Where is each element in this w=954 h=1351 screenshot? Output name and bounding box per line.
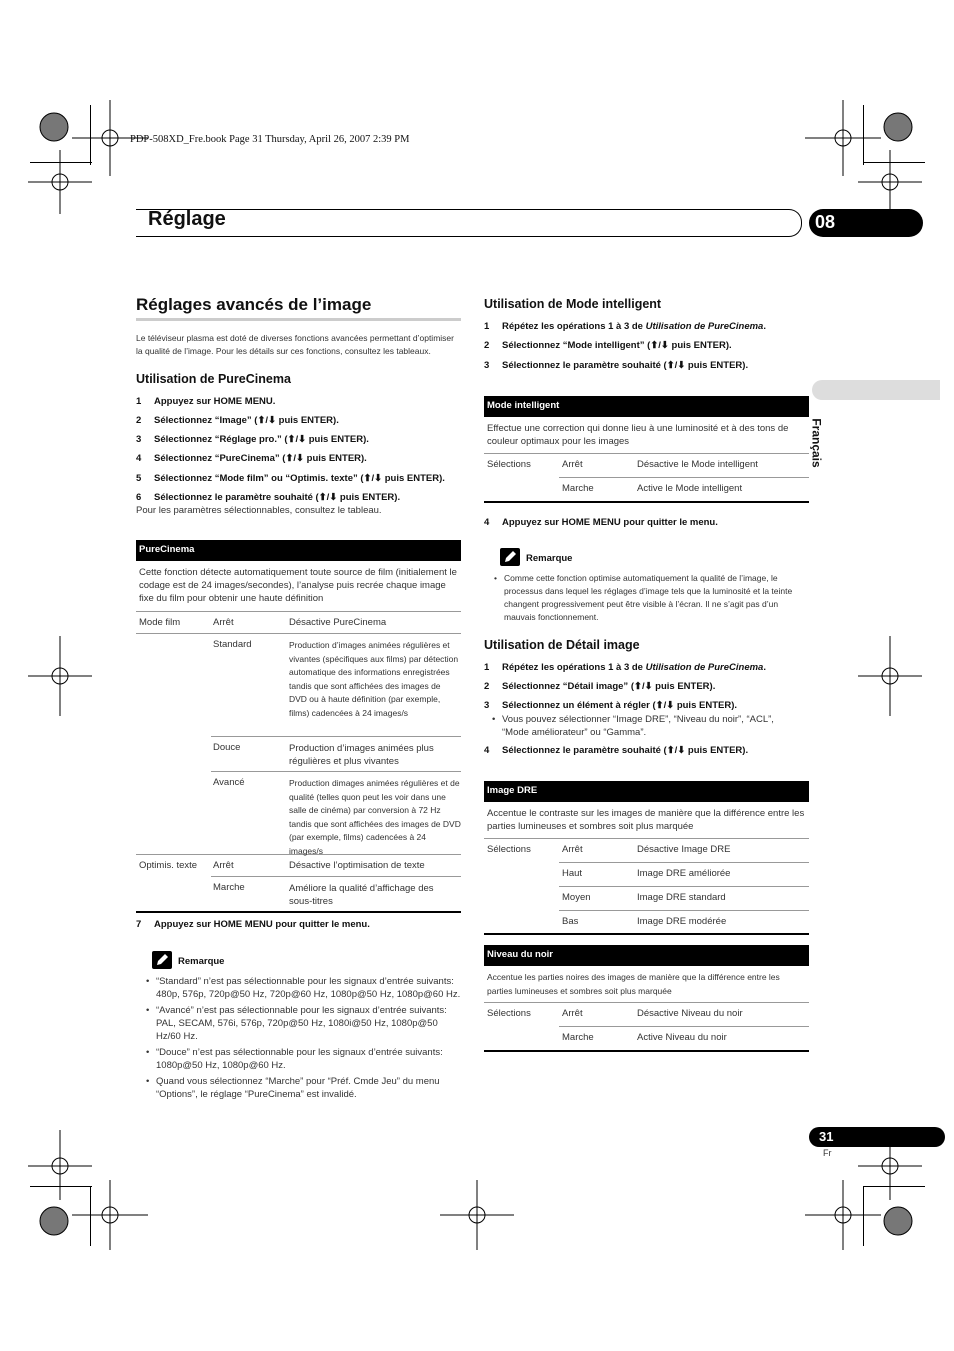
detail-step-4: 4 Sélectionnez le paramètre souhaité (⬆/⬇ puis ENTER). [484, 745, 749, 756]
detail-heading: Utilisation de Détail image [484, 638, 640, 652]
step-3: 3 Sélectionnez “Réglage pro.” (⬆/⬇ puis ENTER). [136, 434, 369, 445]
table-title: Mode intelligent [484, 396, 809, 417]
mode-step-2: 2 Sélectionnez “Mode intelligent” (⬆/⬇ puis ENTER). [484, 340, 732, 351]
table-row: Mode film Arrêt Désactive PureCinema [136, 612, 461, 634]
detail-step-3: 3 Sélectionnez un élément à régler (⬆/⬇ puis ENTER). [484, 700, 737, 711]
page-number-badge [809, 1127, 945, 1147]
mode-step-1: 1 Répétez les opérations 1 à 3 de Utilisation de PureCinema. [484, 321, 766, 332]
table-description: Accentue les parties noires des images de manière que la différence entre les parties lumineuses et sombres soit plus marquée [484, 966, 809, 1003]
table-row: Marche Active le Mode intelligent [484, 478, 809, 503]
step-5: 5 Sélectionnez “Mode film” ou “Optimis. texte” (⬆/⬇ puis ENTER). [136, 473, 445, 484]
purecinema-table [136, 540, 461, 913]
note-label: Remarque [178, 956, 225, 967]
section-header-bar [136, 209, 802, 237]
table-description: Accentue le contraste sur les images de manière que la différence entre les parties lumineuses et sombres soit plus marquée [484, 802, 809, 839]
language-label: Français [809, 418, 824, 468]
step-1: 1 Appuyez sur HOME MENU. [136, 396, 276, 407]
table-row: Bas Image DRE modérée [484, 911, 809, 935]
heading-rule [136, 318, 461, 321]
main-heading: Réglages avancés de l’image [136, 295, 372, 314]
detail-step-1: 1 Répétez les opérations 1 à 3 de Utilisation de PureCinema. [484, 662, 766, 673]
step-4: 4 Sélectionnez “PureCinema” (⬆/⬇ puis ENTER). [136, 453, 367, 464]
list-item: • “Avancé” n’est pas sélectionnable pour les signaux d’entrée suivants: PAL, SECAM, 576i, 576p, 720p@50 Hz, 1080i@50 Hz, 1080p@50 Hz/60 Hz. [146, 1004, 464, 1043]
table-row: Marche Active Niveau du noir [484, 1027, 809, 1052]
table-row: Optimis. texte Arrêt Désactive l’optimisation de texte [139, 860, 425, 871]
table-title: Image DRE [484, 781, 809, 802]
table-title: Niveau du noir [484, 945, 809, 966]
table-row: Moyen Image DRE standard [562, 892, 726, 903]
note-label: Remarque [526, 553, 573, 564]
notes-list [146, 975, 464, 1104]
chapter-number: 08 [815, 212, 836, 232]
table-description: Cette fonction détecte automatiquement toute source de film (initialement le codage est de 24 images/secondes), l’analyse puis recrée chaque image fixe du film pour obtenir une haute définition [136, 561, 461, 612]
table-row: Sélections Arrêt Désactive Niveau du noir [487, 1008, 743, 1019]
list-item: • Quand vous sélectionnez “Marche” pour “Préf. Cmde Jeu” du menu “Options”, le réglage “PureCinema” est invalidé. [146, 1075, 464, 1101]
table-row: Haut Image DRE améliorée [562, 868, 731, 879]
step-7: 7 Appuyez sur HOME MENU pour quitter le menu. [136, 919, 370, 930]
list-item: • “Standard” n’est pas sélectionnable pour les signaux d’entrée suivants: 480p, 576p, 720p@50 Hz, 720p@60 Hz, 1080p@50 Hz, 1080p@60 Hz. [146, 975, 464, 1001]
note-icon [152, 951, 172, 969]
table-row: Douce Production d’images animées plus régulières et plus vivantes [213, 742, 434, 767]
purecinema-heading: Utilisation de PureCinema [136, 372, 291, 386]
list-item: • “Douce” n’est pas sélectionnable pour les signaux d’entrée suivants: 1080p@50 Hz, 1080p@60 Hz. [146, 1046, 464, 1072]
page-number: 31 [819, 1129, 834, 1144]
step-6: 6 Sélectionnez le paramètre souhaité (⬆/⬇ puis ENTER). [136, 492, 401, 503]
mode-heading: Utilisation de Mode intelligent [484, 297, 662, 311]
table-row: Sélections Arrêt Désactive le Mode intelligent [487, 459, 758, 470]
language-tab [812, 380, 940, 400]
table-row: Marche Améliore la qualité d’affichage des sous-titres [136, 877, 461, 913]
table-row: Avancé Production dimages animées régulières et de qualité (telles quon peut les voir dans une salle de cinéma) par conversion à 72 Hz tandis que sont affichées des images de DVD (par exemple, films) cadencées à 24 images/s [136, 772, 461, 855]
list-item: • Comme cette fonction optimise automatiquement la qualité de l’image, le processus dans lequel les réglages d’image tels que la luminosité et la teinte changent progressivement peut être visible à l’écran. Il ne s’agit pas d’un mauvais fonctionnement. [494, 572, 804, 624]
mode-table [484, 396, 809, 503]
steps-footnote: Pour les paramètres sélectionnables, consultez le tableau. [136, 505, 382, 516]
language-label-box [809, 406, 848, 486]
mode-note-list [494, 572, 804, 627]
page-language: Fr [823, 1148, 832, 1158]
table-row: Standard Production d’images animées régulières et vivantes (spécifiques aux films) par détection automatique des informations enregistrées tandis que sont affichées des images de DVD ou à haute définition (par exemple, films) cadencées à 24 images/s [213, 639, 459, 718]
table-description: Effectue une correction qui donne lieu à une luminosité et à des tons de couleur optimaux pour les images [484, 417, 809, 454]
step-2: 2 Sélectionnez “Image” (⬆/⬇ puis ENTER). [136, 415, 339, 426]
mode-step-4: 4 Appuyez sur HOME MENU pour quitter le menu. [484, 517, 718, 528]
list-item: • Vous pouvez sélectionner “Image DRE”, “Niveau du noir”, “ACL”, “Mode améliorateur” ou “Gamma”. [492, 713, 792, 739]
section-title: Réglage [148, 208, 226, 230]
table-title: PureCinema [136, 540, 461, 561]
intro-text: Le téléviseur plasma est doté de diverses fonctions avancées permettant d’optimiser la qualité de l’image. Pour les détails sur ces fonctions, consultez les tableaux. [136, 333, 454, 356]
table-row: Sélections Arrêt Désactive Image DRE [487, 844, 731, 855]
chapter-badge [809, 209, 923, 237]
dre-table [484, 781, 809, 935]
detail-step-2: 2 Sélectionnez “Détail image” (⬆/⬇ puis ENTER). [484, 681, 716, 692]
print-header: PDP-508XD_Fre.book Page 31 Thursday, April 26, 2007 2:39 PM [130, 134, 410, 145]
noir-table [484, 945, 809, 1052]
mode-step-3: 3 Sélectionnez le paramètre souhaité (⬆/⬇ puis ENTER). [484, 360, 749, 371]
note-icon [500, 548, 520, 566]
detail-bullet-list [492, 713, 792, 742]
